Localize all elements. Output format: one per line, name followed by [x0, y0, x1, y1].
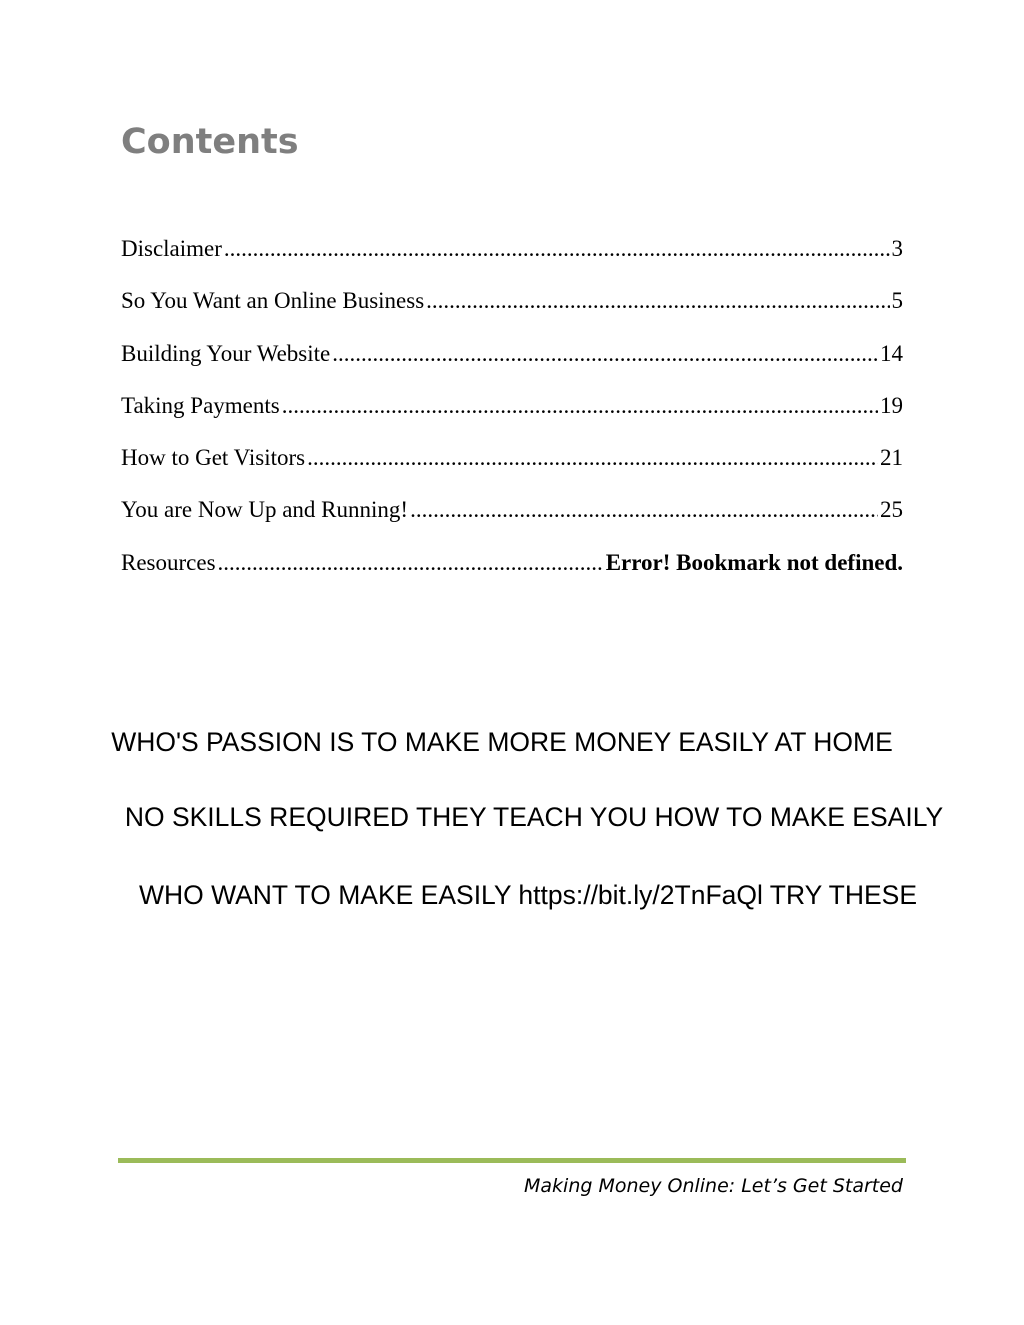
toc-dot-leader — [410, 497, 878, 523]
toc-entry-building-website[interactable] — [121, 341, 903, 393]
toc-page-number: 3 — [891, 236, 903, 261]
toc-entry-label: You are Now Up and Running! — [121, 497, 409, 523]
toc-entry-taking-payments[interactable] — [121, 393, 903, 445]
toc-dot-leader — [426, 288, 889, 314]
promo-line-3[interactable]: WHO WANT TO MAKE EASILY https://bit.ly/2TnFaQl TRY THESE — [138, 880, 918, 910]
toc-page-number: 25 — [880, 497, 903, 523]
toc-dot-leader — [307, 445, 878, 471]
toc-entry-disclaimer[interactable] — [121, 236, 903, 288]
toc-entry-resources[interactable] — [121, 550, 903, 602]
toc-page-number: 14 — [880, 340, 903, 366]
footer-divider — [118, 1158, 906, 1163]
promo-line-1: WHO'S PASSION IS TO MAKE MORE MONEY EASILY AT HOME — [111, 727, 893, 757]
page-title: Contents — [121, 122, 299, 162]
toc-page-number: 19 — [880, 392, 903, 418]
toc-dot-leader — [282, 393, 878, 419]
table-of-contents — [121, 236, 903, 602]
toc-bookmark-error: Error! Bookmark not defined. — [605, 549, 903, 575]
toc-entry-label: So You Want an Online Business — [121, 288, 425, 314]
toc-entry-get-visitors[interactable] — [121, 445, 903, 497]
toc-entry-label: Taking Payments — [121, 392, 280, 418]
toc-entry-label: How to Get Visitors — [121, 445, 306, 471]
toc-entry-label: Building Your Website — [121, 340, 331, 366]
toc-entry-label: Resources — [121, 549, 216, 575]
toc-dot-leader — [332, 341, 878, 367]
toc-page-number: 5 — [891, 288, 903, 314]
promo-line-2: NO SKILLS REQUIRED THEY TEACH YOU HOW TO MAKE ESAILY — [124, 802, 944, 832]
footer-running-title: Making Money Online: Let’s Get Started — [524, 1175, 903, 1197]
toc-entry-up-and-running[interactable] — [121, 497, 903, 549]
toc-entry-label: Disclaimer — [121, 236, 222, 261]
toc-dot-leader — [224, 236, 890, 262]
toc-dot-leader — [218, 550, 604, 576]
toc-page-number: 21 — [880, 445, 903, 471]
toc-entry-online-business[interactable] — [121, 288, 903, 340]
